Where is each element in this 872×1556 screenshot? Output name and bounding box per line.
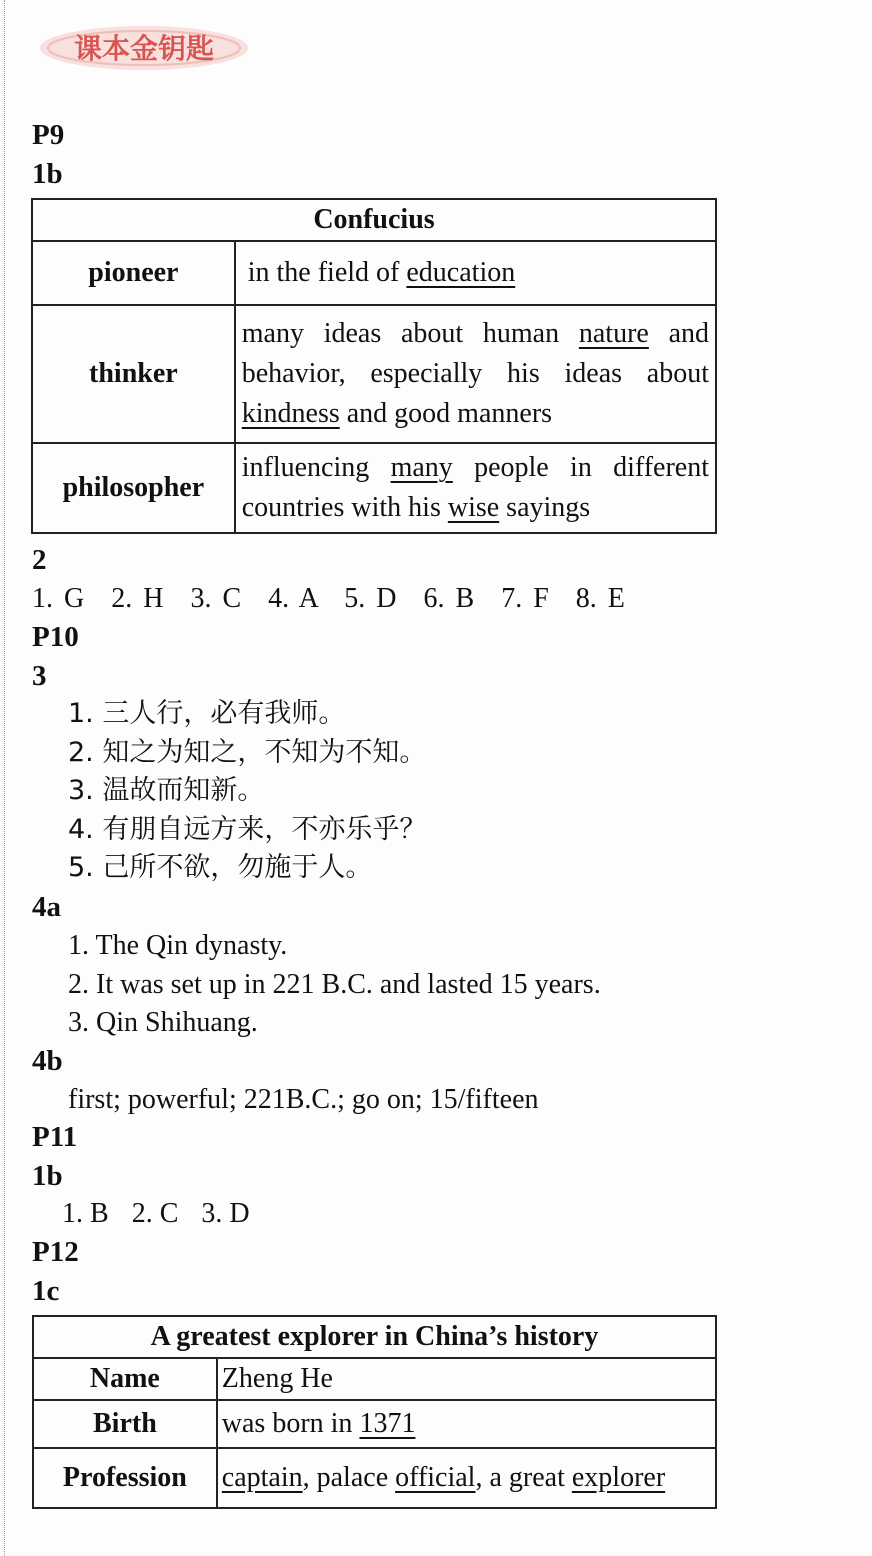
row-value-thinker: many ideas about human nature and behavior, especially his ideas about kindness and good manners [235,305,716,443]
row-value-philosopher: influencing many people in different countries with his wise sayings [235,443,716,533]
exercise-4a: 4a [32,891,61,923]
answer-item: 8. E [575,583,625,614]
exercise-4b: 4b [32,1045,63,1077]
exercise-1b: 1b [32,158,63,190]
answer-4b: first; powerful; 221B.C.; go on; 15/fifteen [68,1084,539,1115]
blank-answer: official [395,1462,476,1493]
blank-answer: 1371 [359,1408,416,1439]
row-key-thinker: thinker [32,305,235,443]
logo-text: 课本金钥匙 [73,32,215,65]
section-p11: P11 [32,1121,78,1153]
answer-4a-item: 3. Qin Shihuang. [68,1007,258,1038]
exercise-3: 3 [32,660,47,692]
row-value-profession: captain, palace official, a great explorer [217,1448,716,1508]
row-key-birth: Birth [33,1400,217,1448]
exercise-p11-1b: 1b [32,1160,63,1192]
row-value-birth: was born in 1371 [217,1400,716,1448]
section-p10: P10 [32,621,79,653]
answer-4a-item: 2. It was set up in 221 B.C. and lasted 15 years. [68,969,601,1000]
answer-item: 2. C [131,1198,179,1229]
answer-item: 5. D [344,583,397,614]
answer-item: 3. D [201,1198,250,1229]
blank-answer: nature [578,318,649,349]
row-value-name: Zheng He [217,1358,716,1400]
blank-answer: captain [221,1462,303,1493]
row-key-profession: Profession [33,1448,217,1508]
answer-3-item: 2. 知之为知之，不知为不知。 [68,737,427,768]
blank-answer: many [390,452,453,483]
row-key-philosopher: philosopher [32,443,235,533]
answer-item: 1. G [32,583,85,614]
answers-2 [32,583,625,615]
binding-edge [4,0,5,1556]
row-key-pioneer: pioneer [32,241,235,305]
answer-item: 7. F [501,583,549,614]
exercise-1c: 1c [32,1275,60,1307]
explorer-table-title: A greatest explorer in China’s history [33,1316,716,1358]
section-p9: P9 [32,119,65,151]
blank-answer: wise [447,492,500,523]
exercise-2: 2 [32,544,47,576]
answer-3-item: 1. 三人行，必有我师。 [68,698,346,729]
answer-item: 6. B [423,583,475,614]
answer-item: 1. B [62,1198,109,1229]
blank-answer: education [406,257,516,288]
answer-3-item: 3. 温故而知新。 [68,775,265,806]
row-value-pioneer: in the field of education [235,241,716,305]
answer-4a-item: 1. The Qin dynasty. [68,930,288,961]
answer-3-item: 5. 己所不欲，勿施于人。 [68,852,373,883]
answer-item: 3. C [190,583,242,614]
confucius-table [31,198,717,534]
blank-answer: kindness [241,398,340,429]
answer-item: 4. A [268,583,318,614]
logo-stamp [36,18,252,76]
answer-3-item: 4. 有朋自远方来，不亦乐乎？ [68,814,427,845]
section-p12: P12 [32,1236,79,1268]
answers-p11-1b [62,1198,250,1230]
blank-answer: explorer [571,1462,666,1493]
confucius-table-title: Confucius [32,199,716,241]
row-key-name: Name [33,1358,217,1400]
answer-item: 2. H [111,583,164,614]
explorer-table [32,1315,717,1509]
